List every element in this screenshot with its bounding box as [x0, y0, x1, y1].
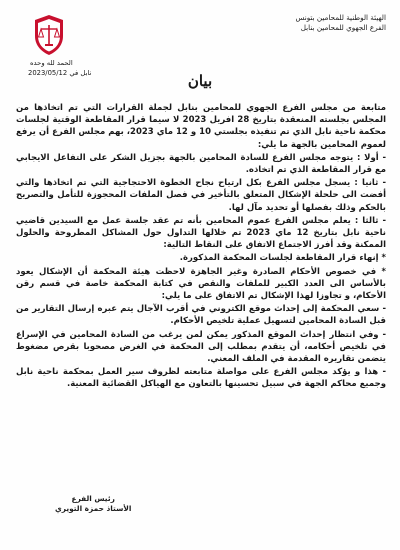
document-date: نابل في 2023/05/12 — [28, 69, 92, 77]
bar-association-logo-icon — [32, 14, 66, 56]
org-name-line1: الهيئة الوطنية للمحامين بتونس — [295, 13, 386, 22]
org-name-line2: الفرع الجهوي للمحامين بنابل — [300, 23, 386, 32]
document-body — [16, 102, 386, 392]
point-first: - أولا : يتوجه مجلس الفرع للسادة المحامين بالجهة بجزيل الشكر على التفاعل الايجابي مع قرار المقاطعة الذي تم اتخاذه. — [16, 152, 386, 176]
point-third: - ثالثا : يعلم مجلس الفرع عموم المحامين بأنه تم عقد جلسة عمل مع السيدين قاضيي ناحية نابل بتاريخ 12 ماي 2023 تم خلالها التداول حول المشاكل المطروحة والحلول الممكنة وقد أفرز الاجتماع الاتفاق على النقاط التالية: — [16, 215, 386, 251]
agreement-subitem-2: - وفي انتظار إحداث الموقع المذكور يمكن لمن يرغب من السادة المحامين في الإسراع في تلخيص أحكامه، أن يتقدم بمطلب إلى المحكمة في الغرض مصحوبا بقرص مضغوط يتضمن تقاريره المقدمة في الملف المعني. — [16, 329, 386, 365]
agreement-subitem-1: - سعي المحكمة إلى إحداث موقع الكتروني في أقرب الآجال يتم عبره إرسال التقارير من قبل السادة المحامين لتسهيل عملية تلخيص الأحكام. — [16, 304, 386, 327]
agreement-item-2: * في خصوص الأحكام الصادرة وغير الجاهزة لاحظت هيئة المحكمة أن الإشكال يعود بالأساس الى العدد الكبير للملفات والنقص في كتابة المحكمة خاصة في قسم رقن الأحكام، و تجاوزا لهذا الإشكال تم الاتفاق على ما يلي: — [16, 266, 386, 302]
signature-role: رئيس الفرع — [71, 494, 115, 503]
point-second: - ثانيا : يسجل مجلس الفرع بكل ارتياح نجاح الخطوة الاحتجاجية التي تم اتخاذها والتي أفضت الى حلحلة الإشكال المتعلق بالتأخير في فصل الملفات المحجوزة للتأمل والتصريح بالحكم وذلك بفصلها أو تحديد مآل لها. — [16, 178, 386, 213]
closing-paragraph: - هذا و يؤكد مجلس الفرع على مواصلة متابعته لظروف سير العمل بمحكمة ناحية نابل وجميع محاكم الجهة في سبيل تحسينها بالتعاون مع الهياكل القضائية المعنية. — [16, 367, 386, 390]
signature-name: الأستاذ حمزة التويري — [55, 504, 132, 513]
agreement-item-1: * إنهاء قرار المقاطعة لجلسات المحكمة المذكورة. — [179, 253, 386, 264]
signature-block — [55, 494, 131, 514]
organization-header — [226, 13, 386, 33]
intro-paragraph: متابعة من مجلس الفرع الجهوي للمحامين بنابل لجملة القرارات التي تم اتخاذها من المجلس بجلسته المنعقدة بتاريخ 28 افريل 2023 لا سيما قرار المقاطعة الوقتية لجلسات محكمة ناحية نابل الذي تم تنفيذه بجلستي 10 و 12 ماي 2023، بهم مجلس الفرع أن يرفع لعموم المحامين بالجهة ما يلي: — [16, 103, 386, 150]
basmala: الحمد لله وحده — [30, 59, 73, 67]
document-title: بيان — [187, 72, 213, 90]
